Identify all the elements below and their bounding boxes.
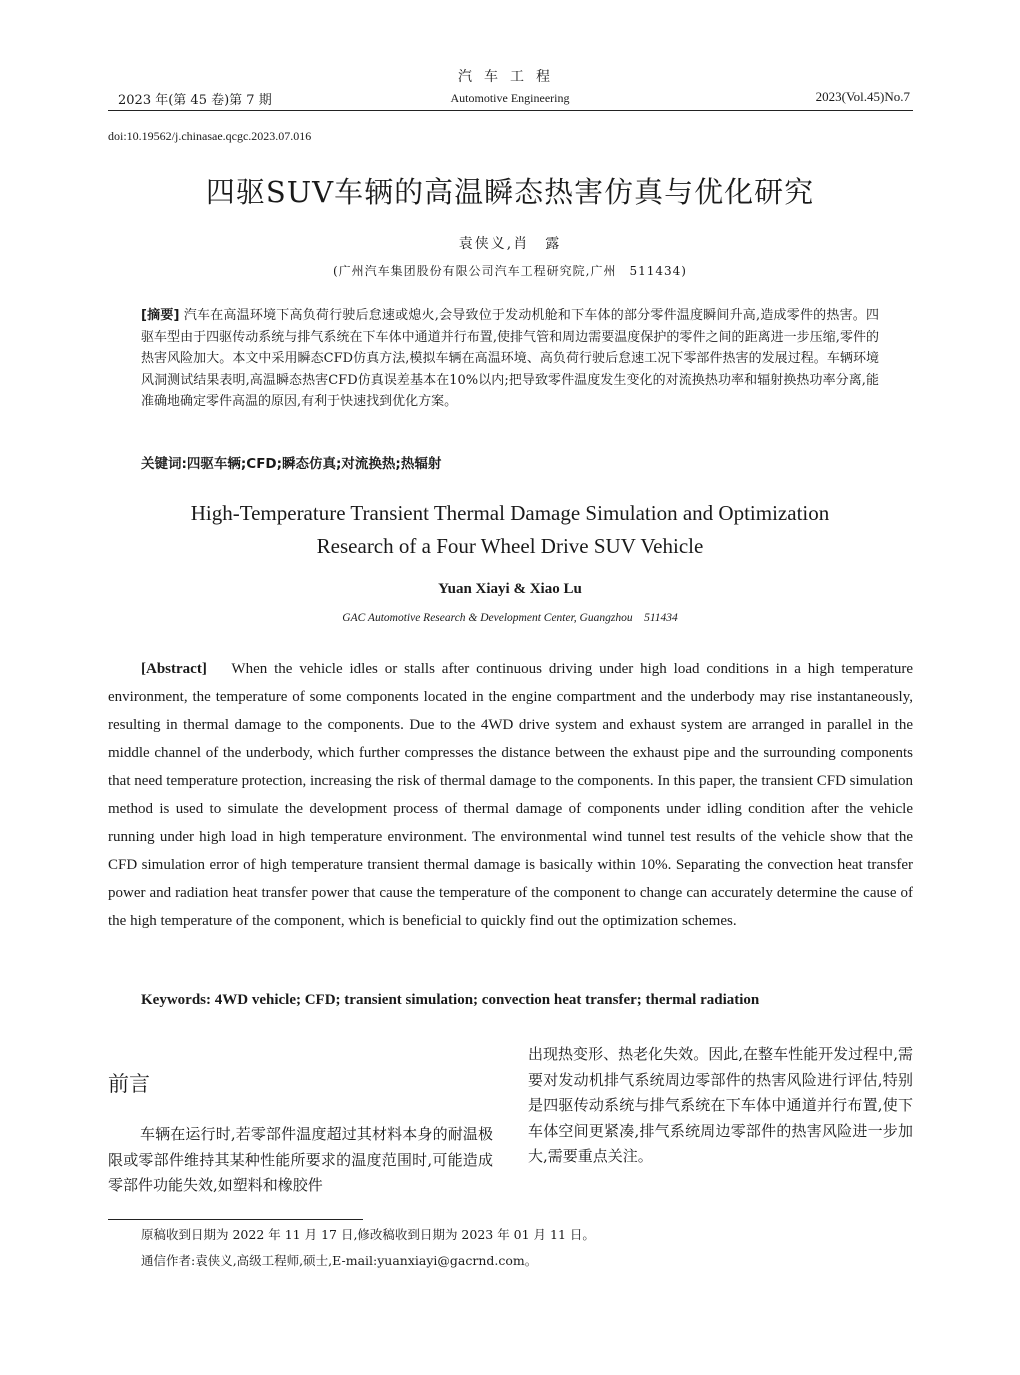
footnote-received: 原稿收到日期为 2022 年 11 月 17 日,修改稿收到日期为 2023 年 01 月 11 日。	[141, 1227, 595, 1242]
section-title: 前言	[108, 1072, 150, 1096]
abstract-en-text: When the vehicle idles or stalls after continuous driving under high load conditions in a high temperature environment, the temperature of some components located in the engine compartment and the underbody may rise instantaneously, resulting in thermal damage to the components. Due to the 4WD drive system and exhaust system are arranged in parallel in the middle channel of the underbody, which further compresses the distance between the exhaust pipe and the surrounding components that need temperature protection, increasing the risk of thermal damage to the components. In this paper, the transient CFD simulation method is used to simulate the development process of thermal damage of components under idling condition after the vehicle running under high load in high temperature environment. The environmental wind tunnel test results of the vehicle show that the CFD simulation error of high temperature transient thermal damage is basically within 10%. Separating the convection heat transfer power and radiation heat transfer power that cause the temperature of the component to change can accurately determine the cause of the high temperature of the component, which is beneficial to quickly find out the optimization schemes.	[108, 661, 914, 929]
authors-en: Yuan Xiayi & Xiao Lu	[438, 581, 582, 597]
abstract-en-label: [Abstract]	[141, 661, 207, 677]
authors-cn: 袁侠义,肖 露	[458, 236, 562, 252]
issue-info-cn: 2023 年(第 45 卷)第 7 期	[118, 93, 272, 108]
abstract-cn	[141, 305, 879, 413]
abstract-cn-label: [摘要]	[141, 308, 180, 323]
issue-info-en: 2023(Vol.45)No.7	[815, 89, 910, 104]
abstract-cn-text: 汽车在高温环境下高负荷行驶后怠速或熄火,会导致位于发动机舱和下车体的部分零件温度瞬间升高,造成零件的热害。四驱车型由于四驱传动系统与排气系统在下车体中通道并行布置,使排气管和周边需要温度保护的零件之间的距离进一步压缩,零件的热害风险加大。本文中采用瞬态CFD仿真方法,模拟车辆在高温环境、高负荷行驶后怠速工况下零部件热害的发展过程。车辆环境风洞测试结果表明,高温瞬态热害CFD仿真误差基本在10%以内;把导致零件温度发生变化的对流换热功率和辐射换热功率分离,能准确地确定零件高温的原因,有利于快速找到优化方案。	[141, 308, 879, 409]
abstract-en	[108, 655, 913, 935]
journal-name-cn: 汽车工程	[458, 69, 562, 85]
footnote-author: 通信作者:袁侠义,高级工程师,硕士,E-mail:yuanxiayi@gacrnd.com。	[141, 1253, 538, 1268]
affiliation-en: GAC Automotive Research & Development Center, Guangzhou 511434	[342, 612, 678, 624]
journal-name-en: Automotive Engineering	[450, 91, 570, 105]
body-right-column: 出现热变形、热老化失效。因此,在整车性能开发过程中,需要对发动机排气系统周边零部件的热害风险进行评估,特别是四驱传动系统与排气系统在下车体中通道并行布置,使下车体空间更紧凑,排气系统周边零部件的热害风险进一步加大,需要重点关注。	[528, 1045, 913, 1165]
keywords-cn: 关键词:四驱车辆;CFD;瞬态仿真;对流换热;热辐射	[141, 456, 442, 472]
keywords-en: Keywords: 4WD vehicle; CFD; transient simulation; convection heat transfer; thermal radiation	[141, 992, 760, 1008]
header-rule	[108, 110, 913, 111]
footnote-rule	[108, 1219, 363, 1220]
title-cn: 四驱SUV车辆的高温瞬态热害仿真与优化研究	[205, 175, 815, 209]
affiliation-cn: (广州汽车集团股份有限公司汽车工程研究院,广州 511434)	[333, 264, 687, 278]
body-left-column: 车辆在运行时,若零部件温度超过其材料本身的耐温极限或零部件维持其某种性能所要求的温度范围时,可能造成零部件功能失效,如塑料和橡胶件	[108, 1125, 493, 1194]
title-en: High-Temperature Transient Thermal Damage Simulation and Optimization Research of a Four Wheel Drive SUV Vehicle	[190, 501, 830, 558]
doi: doi:10.19562/j.chinasae.qcgc.2023.07.016	[108, 129, 312, 143]
